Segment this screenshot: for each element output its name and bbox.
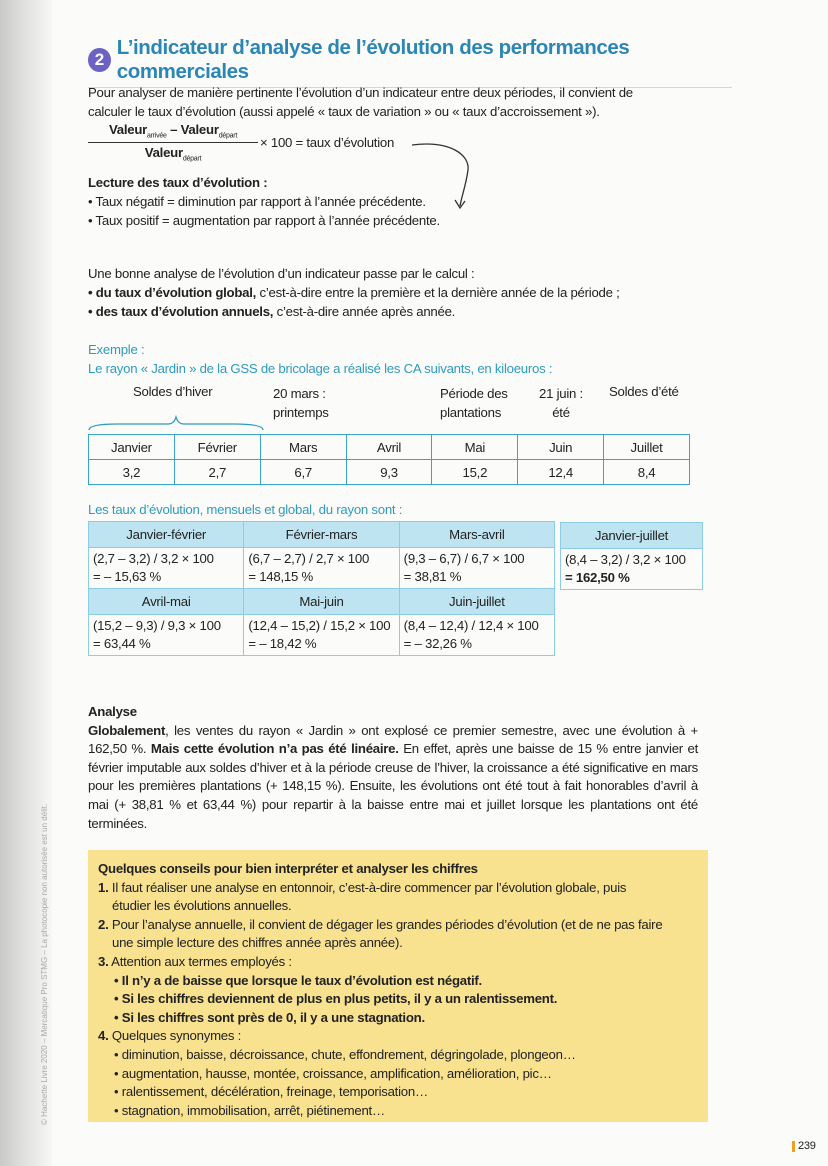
- rate-cell: [244, 548, 399, 589]
- tip-text: étudier les évolutions annuelles.: [112, 898, 292, 914]
- tip-number: 1.: [98, 879, 109, 895]
- lecture-item: • Taux positif = augmentation par rapport à l’année précédente.: [88, 213, 440, 228]
- rate-cell: [89, 548, 244, 589]
- tip-subitem: • Si les chiffres deviennent de plus en plus petits, il y a un ralentissement.: [114, 991, 558, 1007]
- rate-calc: (6,7 – 2,7) / 2,7 × 100: [248, 551, 370, 566]
- rate-result: = – 15,63 %: [93, 569, 162, 584]
- brace-icon: [88, 415, 264, 433]
- month-cell: Avril: [346, 435, 432, 460]
- bullet-text: c’est-à-dire entre la première et la dernière année de la période ;: [256, 285, 620, 300]
- analyse-paragraph: [88, 722, 698, 834]
- rate-calc: (8,4 – 3,2) / 3,2 × 100: [565, 552, 686, 567]
- formula-sub: départ: [182, 155, 202, 163]
- analyse-bold: Globalement: [88, 722, 166, 738]
- page-marker-icon: [792, 1141, 795, 1152]
- tip-item: [98, 1027, 698, 1046]
- period-label: Soldes d’hiver: [133, 384, 213, 399]
- table-row: [89, 435, 690, 460]
- period-line: Période des: [440, 386, 508, 401]
- copyright-note: © Hachette Livre 2020 – Mercatique Pro STMG – La photocopie non autorisée est un délit.: [40, 803, 49, 1125]
- rate-cell: [244, 615, 399, 656]
- tip-number: 4.: [98, 1028, 109, 1044]
- tip-text: Pour l’analyse annuelle, il convient de dégager les grandes périodes d’évolution (et de ne pas faire: [108, 916, 663, 932]
- formula-term: Valeur: [144, 144, 183, 160]
- month-cell: Juin: [518, 435, 604, 460]
- rate-header: Mars-avril: [399, 522, 554, 548]
- month-cell: Mai: [432, 435, 518, 460]
- month-cell: Février: [174, 435, 260, 460]
- bullet-text: c’est-à-dire année après année.: [273, 304, 456, 319]
- rate-cell: [399, 615, 554, 656]
- rate-header: Janvier-juillet: [561, 523, 703, 549]
- section-heading: L’indicateur d’analyse de l’évolution des performances commerciales: [116, 36, 630, 83]
- analyse-bold: Mais cette évolution n’a pas été linéaire.: [150, 741, 399, 757]
- rate-result: = 63,44 %: [93, 636, 151, 651]
- month-cell: Janvier: [89, 435, 175, 460]
- value-cell: 2,7: [174, 460, 260, 485]
- value-cell: 6,7: [260, 460, 346, 485]
- tip-number: 3.: [98, 953, 109, 969]
- period-line: 20 mars :: [273, 386, 326, 401]
- rates-caption: Les taux d’évolution, mensuels et global, du rayon sont :: [88, 502, 403, 517]
- tips-title: Quelques conseils pour bien interpréter et analyser les chiffres: [98, 861, 478, 876]
- period-label: [273, 384, 329, 422]
- tip-subitem: • ralentissement, décélération, freinage, temporisation…: [114, 1084, 428, 1100]
- bullet-bold: • des taux d’évolution annuels,: [88, 304, 274, 319]
- rate-calc: (12,4 – 15,2) / 15,2 × 100: [248, 618, 391, 633]
- rate-calc: (2,7 – 3,2) / 3,2 × 100: [93, 551, 214, 566]
- rate-result: = 148,15 %: [248, 569, 313, 584]
- rate-calc: (8,4 – 12,4) / 12,4 × 100: [403, 618, 539, 633]
- lecture-item: • Taux négatif = diminution par rapport à l’année précédente.: [88, 194, 426, 209]
- table-row: [89, 589, 555, 615]
- formula-rhs: × 100 = taux d’évolution: [260, 134, 395, 150]
- rate-cell: [89, 615, 244, 656]
- rate-result: = 162,50 %: [565, 570, 630, 585]
- tip-text: une simple lecture des chiffres année après année).: [112, 935, 403, 951]
- rate-header: Juin-juillet: [399, 589, 554, 615]
- rates-table: [88, 521, 555, 656]
- tips-box: [88, 850, 708, 1122]
- bullet-bold: • du taux d’évolution global,: [88, 285, 257, 300]
- intro-line: calculer le taux d’évolution (aussi appelé « taux de variation » ou « taux d’accroissement »).: [88, 104, 600, 119]
- formula: [88, 122, 394, 162]
- example-label: Exemple :: [88, 342, 145, 357]
- analyse-text: , les ventes du rayon « Jardin » ont explosé ce premier semestre, avec une évolution à + 162,50 %.: [88, 722, 698, 757]
- lecture-block: [88, 173, 440, 230]
- rate-calc: (9,3 – 6,7) / 6,7 × 100: [403, 551, 525, 566]
- formula-term: Valeur: [108, 122, 148, 137]
- tip-item: [98, 953, 698, 972]
- value-cell: 8,4: [604, 460, 690, 485]
- tip-text: Attention aux termes employés :: [108, 953, 292, 969]
- formula-sub: arrivée: [147, 132, 167, 140]
- example-header: [88, 340, 552, 378]
- period-label: Soldes d’été: [609, 384, 679, 399]
- lecture-title: Lecture des taux d’évolution :: [88, 175, 268, 190]
- rate-header: Février-mars: [244, 522, 399, 548]
- rate-result: = – 18,42 %: [248, 636, 317, 651]
- tip-item: [98, 879, 698, 898]
- rate-calc: (15,2 – 9,3) / 9,3 × 100: [93, 618, 221, 633]
- rate-cell: [561, 549, 703, 590]
- formula-term: Valeur: [180, 122, 219, 137]
- tip-number: 2.: [98, 916, 109, 932]
- global-rate-table: [560, 522, 703, 590]
- tip-text: Quelques synonymes :: [108, 1028, 242, 1044]
- sales-table: [88, 434, 690, 485]
- tip-subitem: • diminution, baisse, décroissance, chute, effondrement, dégringolade, plongeon…: [114, 1046, 576, 1062]
- value-cell: 15,2: [432, 460, 518, 485]
- rate-result: = – 32,26 %: [403, 636, 472, 651]
- rate-result: = 38,81 %: [403, 569, 462, 584]
- period-line: plantations: [440, 405, 502, 420]
- table-row: [561, 523, 703, 549]
- formula-minus: –: [166, 122, 181, 137]
- table-row: [89, 615, 555, 656]
- analysis-intro: [88, 264, 620, 321]
- intro-paragraph: [88, 83, 633, 121]
- table-row: [89, 522, 555, 548]
- tip-subitem: • augmentation, hausse, montée, croissance, amplification, amélioration, pic…: [114, 1065, 552, 1081]
- analyse-section: [88, 703, 698, 833]
- value-cell: 9,3: [346, 460, 432, 485]
- analyse-title: Analyse: [88, 704, 137, 719]
- table-row: [89, 460, 690, 485]
- analysis-intro-line: Une bonne analyse de l’évolution d’un indicateur passe par le calcul :: [88, 266, 475, 281]
- month-cell: Juillet: [604, 435, 690, 460]
- section-title: [88, 36, 732, 88]
- page-number: [792, 1140, 816, 1152]
- value-cell: 3,2: [89, 460, 175, 485]
- value-cell: 12,4: [518, 460, 604, 485]
- month-cell: Mars: [260, 435, 346, 460]
- period-line: printemps: [273, 405, 329, 420]
- period-label: [537, 384, 585, 422]
- period-line: 21 juin :: [539, 386, 583, 401]
- formula-sub: départ: [218, 132, 238, 140]
- section-number-badge: 2: [88, 48, 111, 72]
- tip-text: Il faut réaliser une analyse en entonnoir, c’est-à-dire commencer par l’évolution globale, puis: [108, 879, 627, 895]
- rate-header: Mai-juin: [244, 589, 399, 615]
- rate-header: Janvier-février: [89, 522, 244, 548]
- example-caption: Le rayon « Jardin » de la GSS de bricolage a réalisé les CA suivants, en kiloeuros :: [88, 361, 553, 376]
- table-row: [89, 548, 555, 589]
- rate-cell: [399, 548, 554, 589]
- rate-header: Avril-mai: [89, 589, 244, 615]
- tip-subitem: • Si les chiffres sont près de 0, il y a une stagnation.: [114, 1009, 425, 1025]
- page-number-text: 239: [798, 1140, 816, 1152]
- tip-subitem: • Il n’y a de baisse que lorsque le taux d’évolution est négatif.: [114, 972, 482, 988]
- period-line: été: [552, 405, 570, 420]
- intro-line: Pour analyser de manière pertinente l’évolution d’un indicateur entre deux périodes, il convient de: [88, 85, 633, 100]
- analyse-text: En effet, après une baisse de 15 % entre janvier et février imputable aux soldes d’hiver et à la période creuse de l’hiver, la croissance a été significative en mars pour les premières plantations (+ 148,15 %). Ensuite, les évolutions ont été tout à fait honorables d’avril à mai (+ 38,81 % et 63,44 %) pour repartir à la baisse entre mai et juillet lorsque les plantations ont été terminées.: [88, 741, 698, 831]
- tip-item: [98, 916, 698, 935]
- period-label: [440, 384, 508, 422]
- table-row: [561, 549, 703, 590]
- tip-subitem: • stagnation, immobilisation, arrêt, piétinement…: [114, 1102, 385, 1118]
